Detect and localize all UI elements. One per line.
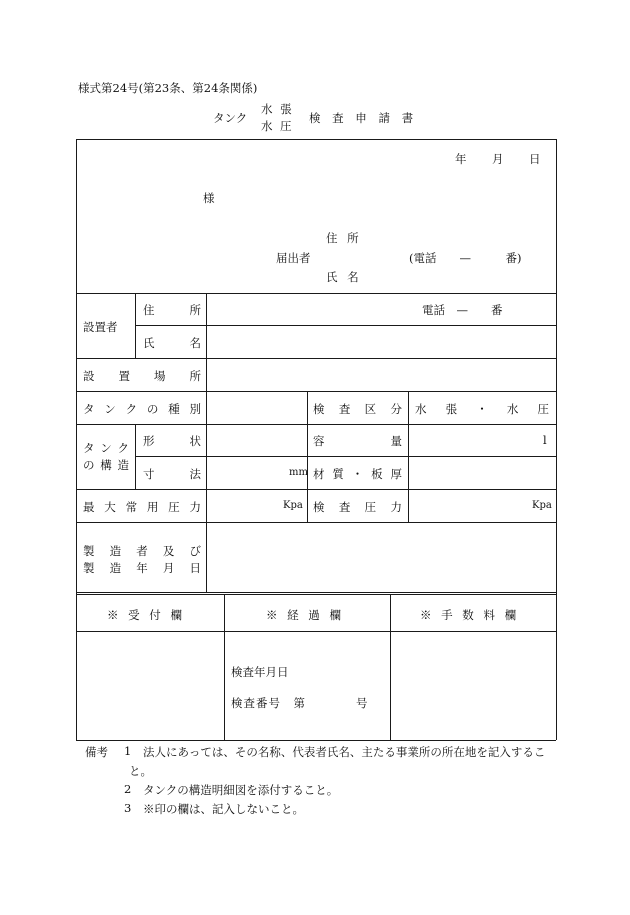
test-pressure-unit: Kpa <box>532 500 552 511</box>
tank-structure-label-1: タ ン ク <box>83 441 129 455</box>
dimensions-label: 寸 法 <box>143 467 201 481</box>
date-year: 年 <box>455 152 467 166</box>
capacity-unit: l <box>543 433 547 447</box>
inspection-date-label: 検査年月日 <box>231 665 289 679</box>
date-month: 月 <box>492 152 504 166</box>
note-3-number: 3 <box>124 801 132 815</box>
maker-label-1: 製 造 者 及 び <box>83 544 201 558</box>
title-option-water-fill: 水 張 <box>261 102 294 116</box>
note-1-number: 1 <box>124 744 132 758</box>
max-pressure-unit: Kpa <box>283 500 303 511</box>
material-thickness-label: 材 質 ・ 板 厚 <box>313 467 402 481</box>
notifier-label: 届出者 <box>276 251 311 265</box>
dimensions-unit: mm <box>289 467 308 478</box>
capacity-label: 容 量 <box>313 434 402 448</box>
form-reference: 様式第24号(第23条、第24条関係) <box>78 81 258 95</box>
note-3-text: ※印の欄は、記入しないこと。 <box>143 802 304 816</box>
notifier-phone: (電話 — 番) <box>409 251 522 265</box>
addressee-suffix: 様 <box>203 191 215 205</box>
inspection-category-options: 水 張 ・ 水 圧 <box>415 402 549 416</box>
installer-phone: 電話 — 番 <box>422 303 503 317</box>
progress-column-header: ※ 経 過 欄 <box>266 608 344 622</box>
fee-column-header: ※ 手 数 料 欄 <box>420 608 520 622</box>
note-2-number: 2 <box>124 782 132 796</box>
note-1-text-cont: と。 <box>129 764 152 778</box>
installer-label: 設置者 <box>83 320 118 334</box>
maker-label-2: 製 造 年 月 日 <box>83 561 201 575</box>
inspection-category-label: 検 査 区 分 <box>313 402 402 416</box>
notifier-name-label: 氏 名 <box>326 270 362 284</box>
note-1-text: 法人にあっては、その名称、代表者氏名、主たる事業所の所在地を記入するこ <box>143 745 546 759</box>
installer-address-label: 住 所 <box>143 303 201 317</box>
tank-structure-label-2: の 構 造 <box>83 458 129 472</box>
note-2-text: タンクの構造明細図を添付すること。 <box>143 783 339 797</box>
notes-label: 備考 <box>85 745 108 759</box>
installation-location-label: 設 置 場 所 <box>83 369 201 383</box>
title-option-water-pressure: 水 圧 <box>261 119 294 133</box>
notifier-address-label: 住 所 <box>326 231 362 245</box>
shape-label: 形 状 <box>143 434 201 448</box>
date-day: 日 <box>529 152 541 166</box>
reception-column-header: ※ 受 付 欄 <box>107 608 185 622</box>
test-pressure-label: 検 査 圧 力 <box>313 500 402 514</box>
installer-name-label: 氏 名 <box>143 336 201 350</box>
inspection-number-label: 検査番号 第 号 <box>231 696 369 710</box>
title-prefix: タンク <box>213 111 248 125</box>
form-title: 検 査 申 請 書 <box>309 111 418 125</box>
tank-type-label: タ ン ク の 種 別 <box>83 402 201 416</box>
max-pressure-label: 最 大 常 用 圧 力 <box>83 500 201 514</box>
